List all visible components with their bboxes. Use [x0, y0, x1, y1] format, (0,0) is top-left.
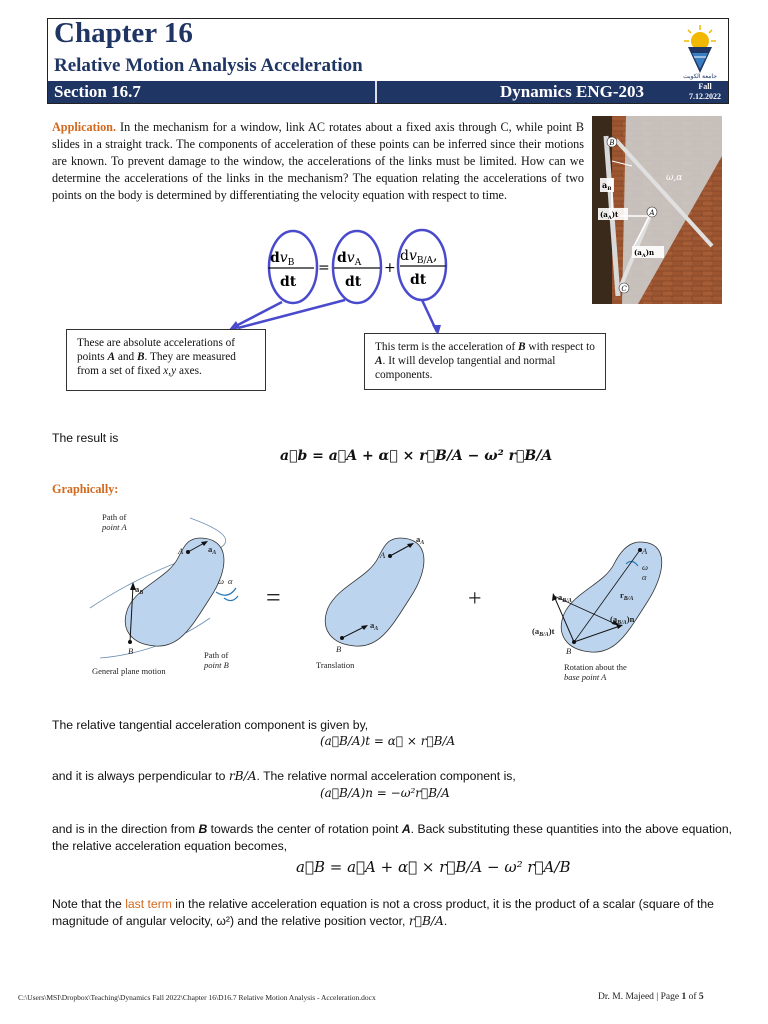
photo-label-c: C	[621, 285, 627, 293]
photo-label-b: B	[609, 139, 615, 147]
term-label: Fall	[698, 82, 712, 91]
label-point-b-2: B	[336, 644, 342, 654]
chapter-title: Chapter 16	[54, 17, 193, 49]
university-logo	[680, 23, 720, 75]
photo-label-ab: $a_B$	[602, 180, 612, 192]
eq-dt-3: dt	[410, 272, 427, 288]
label-aa-1: $a_A$	[208, 544, 217, 556]
section-label: Section 16.7	[54, 82, 141, 101]
normal-intro: and it is always perpendicular to rB/A. The relative normal acceleration component is,	[52, 769, 516, 783]
label-rotation: Rotation about the	[564, 662, 627, 672]
section-bar	[48, 81, 728, 103]
document-header	[47, 18, 729, 104]
result-equation: a⃗b = a⃗A + α⃗ × r⃗B/A − ω² r⃗B/A	[280, 448, 553, 464]
eq-dt-1: dt	[280, 274, 297, 290]
normal-equation: (a⃗B/A)n = −ω²r⃗B/A	[320, 786, 450, 800]
eq-equals: =	[318, 260, 330, 276]
callout-absolute-accelerations: These are absolute accelerations of points A and B. They are measured from a set of fixed x,y axes.	[66, 329, 266, 391]
label-aban: $(a_{B/A})n$	[610, 614, 635, 626]
footer-author-page: Dr. M. Majeed | Page 1 of 5	[598, 992, 704, 1002]
result-label: The result is	[52, 431, 119, 445]
application-paragraph	[52, 119, 584, 204]
eq-d-vba: $dv_{B/A}$,	[400, 248, 438, 266]
velocity-derivative-equation	[0, 224, 768, 336]
footer-file-path: C:\Users\MSI\Dropbox\Teaching\Dynamics Fall 2022\Chapter 16\D16.7 Relative Motion Analysis - Acceleration.docx	[18, 993, 376, 1002]
tangential-equation: (a⃗B/A)t = α⃗ × r⃗B/A	[320, 734, 456, 748]
tangential-intro: The relative tangential acceleration component is given by,	[52, 718, 369, 732]
label-aa-3: $a_A$	[370, 620, 379, 632]
eq-d-va: $dv_A$	[337, 250, 362, 268]
label-path-b-2: point B	[204, 660, 229, 670]
label-alpha-2: α	[642, 572, 647, 582]
label-ab: $a_B$	[135, 584, 144, 596]
acceleration-figure	[80, 508, 700, 688]
label-aa-2: $a_A$	[416, 534, 425, 546]
label-path-b: Path of	[204, 650, 229, 660]
photo-label-aan: $(a_A)n$	[634, 248, 655, 259]
photo-label-aat: $(a_A)t$	[600, 210, 619, 221]
eq-plus: +	[384, 260, 396, 276]
eq-dt-2: dt	[345, 274, 362, 290]
label-aba: $a_{B/A}$	[558, 592, 572, 604]
callout-relative-acceleration: This term is the acceleration of B with respect to A. It will develop tangential and normal components.	[364, 333, 606, 390]
section-divider	[375, 81, 377, 103]
back-substitution-paragraph: and is in the direction from B towards the center of rotation point A. Back substituting these quantities into the above equation, the relative acceleration equation becomes,	[52, 822, 732, 853]
label-omega-1: ω	[218, 576, 225, 586]
label-alpha-1: α	[228, 576, 233, 586]
label-rba: $r_{B/A}$	[620, 590, 634, 602]
label-path-a-2: point A	[102, 522, 127, 532]
label-point-a-3: A	[642, 546, 648, 556]
university-name: جامعة الكويت	[683, 74, 717, 80]
photo-label-omega-alpha: ω,α	[666, 173, 683, 183]
label-point-b: B	[128, 646, 134, 656]
label-translation: Translation	[316, 660, 355, 670]
term-date	[684, 82, 726, 102]
label-point-a: A	[178, 546, 184, 556]
label-general-plane: General plane motion	[92, 666, 166, 676]
label-point-a-2: A	[380, 550, 386, 560]
label-rotation-2: base point A	[564, 672, 607, 682]
figure-equals: =	[266, 583, 281, 612]
label-point-b-3: B	[566, 646, 572, 656]
application-label: Application.	[52, 120, 116, 134]
photo-label-a: A	[649, 209, 655, 217]
chapter-subtitle: Relative Motion Analysis Acceleration	[54, 55, 363, 76]
label-omega-2: ω	[642, 562, 649, 572]
note-paragraph: Note that the last term in the relative acceleration equation is not a cross product, it is the product of a scalar (square of the magnitude of angular velocity, ω²) and the relative position vector, r⃗B/A.	[52, 897, 714, 928]
application-text: In the mechanism for a window, link AC rotates about a fixed axis through C, while point B slides in a straight track. The components of acceleration of these points can be inferred since their motions are known. To prevent damage to the window, the accelerations of the links must be limited. How can we determine the accelerations of the links in the mechanism? The equation relating the accelerations of two points on the body is determined by differentiating the velocity equation with respect to time.	[52, 120, 584, 202]
eq-d-vb: $dv_B$	[270, 250, 295, 268]
final-acceleration-equation: a⃗B = a⃗A + α⃗ × r⃗B/A − ω² r⃗A/B	[296, 858, 571, 876]
graphically-label: Graphically:	[52, 482, 119, 496]
course-label: Dynamics ENG-203	[500, 82, 645, 101]
label-path-a: Path of	[102, 512, 127, 522]
figure-plus: +	[468, 586, 482, 612]
date-label: 7.12.2022	[689, 92, 721, 101]
label-abat: $(a_{B/A})t$	[532, 626, 555, 638]
